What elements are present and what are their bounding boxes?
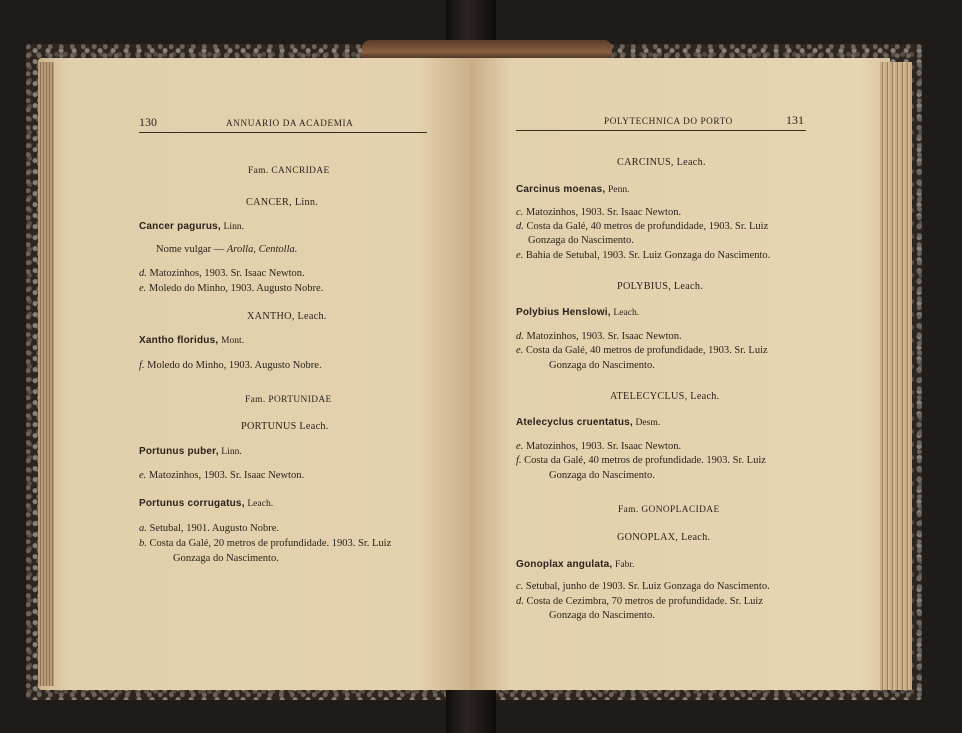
spine-headband xyxy=(362,40,612,60)
record-continuation: Gonzaga do Nascimento. xyxy=(549,360,655,371)
record-marker: e. xyxy=(139,470,147,481)
left-page xyxy=(38,58,470,690)
species-author: Desm. xyxy=(635,417,661,428)
record-text: Setubal, 1901. Augusto Nobre. xyxy=(149,523,279,534)
family-heading: Fam. GONOPLACIDAE xyxy=(618,505,720,515)
record-marker: f. xyxy=(516,455,522,466)
genus-heading: CARCINUS, Leach. xyxy=(617,157,706,168)
header-rule-right xyxy=(516,130,806,131)
species-name: Portunus corrugatus, xyxy=(139,498,245,509)
family-heading: Fam. CANCRIDAE xyxy=(248,166,330,176)
species-author: Mont. xyxy=(220,335,245,346)
record-line xyxy=(516,441,681,452)
record-marker: b. xyxy=(139,538,147,549)
record-line xyxy=(139,268,305,279)
species-entry xyxy=(516,307,639,318)
record-marker: c. xyxy=(516,207,524,218)
species-author: Linn. xyxy=(221,446,242,457)
record-line xyxy=(516,250,770,261)
species-name: Xantho floridus, xyxy=(139,335,219,346)
record-continuation: Gonzaga do Nascimento. xyxy=(549,610,655,621)
species-name: Cancer pagurus, xyxy=(139,221,221,232)
record-text: Moledo do Minho, 1903. Augusto Nobre. xyxy=(148,283,324,294)
record-line xyxy=(516,455,766,466)
record-marker: d. xyxy=(516,331,524,342)
species-entry xyxy=(139,221,244,232)
record-line xyxy=(139,360,322,371)
record-marker: e. xyxy=(516,441,524,452)
genus-heading: GONOPLAX, Leach. xyxy=(617,532,711,543)
record-marker: e. xyxy=(516,250,524,261)
genus-heading: XANTHO, Leach. xyxy=(247,311,327,322)
page-number-right: 131 xyxy=(786,113,804,127)
header-rule-left xyxy=(139,132,427,133)
record-text: Bahia de Setubal, 1903. Sr. Luiz Gonzaga do Nascimento. xyxy=(525,250,771,261)
species-author: Leach. xyxy=(613,307,640,318)
record-line xyxy=(516,331,682,342)
record-continuation: Gonzaga do Nascimento. xyxy=(528,235,634,246)
record-line xyxy=(139,538,391,549)
genus-heading: ATELECYCLUS, Leach. xyxy=(610,391,720,402)
common-name-value: Arolla, Centolla. xyxy=(226,244,298,255)
record-marker: d. xyxy=(516,596,524,607)
record-continuation: Gonzaga do Nascimento. xyxy=(173,553,279,564)
left-page-edges xyxy=(38,62,54,686)
record-text: Costa da Galé, 40 metros de profundidade, 1903. Sr. Luiz xyxy=(525,345,768,356)
species-author: Penn. xyxy=(607,184,630,195)
common-name-line xyxy=(156,244,297,255)
species-entry xyxy=(139,335,244,346)
species-author: Fabr. xyxy=(615,559,635,570)
species-name: Portunus puber, xyxy=(139,446,219,457)
record-marker: e. xyxy=(139,283,147,294)
record-line xyxy=(139,283,323,294)
species-entry xyxy=(516,184,630,195)
species-author: Linn. xyxy=(223,221,245,232)
record-text: Costa da Galé, 40 metros de profundidade. 1903. Sr. Luiz xyxy=(524,455,766,466)
species-name: Atelecyclus cruentatus, xyxy=(516,417,633,428)
right-page-edges xyxy=(880,62,912,690)
species-name: Polybius Henslowi, xyxy=(516,307,611,318)
record-text: Matozinhos, 1903. Sr. Isaac Newton. xyxy=(148,470,305,481)
record-line xyxy=(516,596,763,607)
record-marker: e. xyxy=(516,345,524,356)
record-line xyxy=(139,470,304,481)
record-text: Moledo do Minho, 1903. Augusto Nobre. xyxy=(147,360,322,371)
record-text: Matozinhos, 1903. Sr. Isaac Newton. xyxy=(149,268,305,279)
record-text: Setubal, junho de 1903. Sr. Luiz Gonzaga do Nascimento. xyxy=(525,581,770,592)
record-text: Costa de Cezimbra, 70 metros de profundidade. Sr. Luiz xyxy=(526,596,763,607)
genus-heading: PORTUNUS Leach. xyxy=(241,421,329,432)
record-marker: d. xyxy=(516,221,524,232)
record-marker: d. xyxy=(139,268,147,279)
species-entry xyxy=(516,417,660,428)
species-name: Carcinus moenas, xyxy=(516,184,606,195)
species-entry xyxy=(516,559,634,570)
running-header-right: POLYTECHNICA DO PORTO xyxy=(604,116,733,126)
record-continuation: Gonzaga do Nascimento. xyxy=(549,470,655,481)
species-author: Leach. xyxy=(247,498,274,509)
species-name: Gonoplax angulata, xyxy=(516,559,613,570)
genus-heading: POLYBIUS, Leach. xyxy=(617,281,704,292)
record-text: Costa da Galé, 20 metros de profundidade. 1903. Sr. Luiz xyxy=(149,538,392,549)
record-line xyxy=(516,345,768,356)
record-line xyxy=(516,221,768,232)
record-marker: f. xyxy=(139,360,145,371)
record-marker: c. xyxy=(516,581,524,592)
page-number-left: 130 xyxy=(139,115,157,129)
running-header-left: ANNUARIO DA ACADEMIA xyxy=(226,118,354,128)
genus-heading: CANCER, Linn. xyxy=(246,197,319,208)
record-marker: a. xyxy=(139,523,147,534)
species-entry xyxy=(139,498,273,509)
record-line xyxy=(516,207,681,218)
species-entry xyxy=(139,446,242,457)
record-text: Costa da Galé, 40 metros de profundidade, 1903. Sr. Luiz xyxy=(526,221,769,232)
record-text: Matozinhos, 1903. Sr. Isaac Newton. xyxy=(525,441,682,452)
record-text: Matozinhos, 1903. Sr. Isaac Newton. xyxy=(526,331,682,342)
family-heading: Fam. PORTUNIDAE xyxy=(245,395,332,405)
record-text: Matozinhos, 1903. Sr. Isaac Newton. xyxy=(525,207,682,218)
record-line xyxy=(516,581,770,592)
common-name-prefix: Nome vulgar — xyxy=(156,244,227,255)
record-line xyxy=(139,523,279,534)
